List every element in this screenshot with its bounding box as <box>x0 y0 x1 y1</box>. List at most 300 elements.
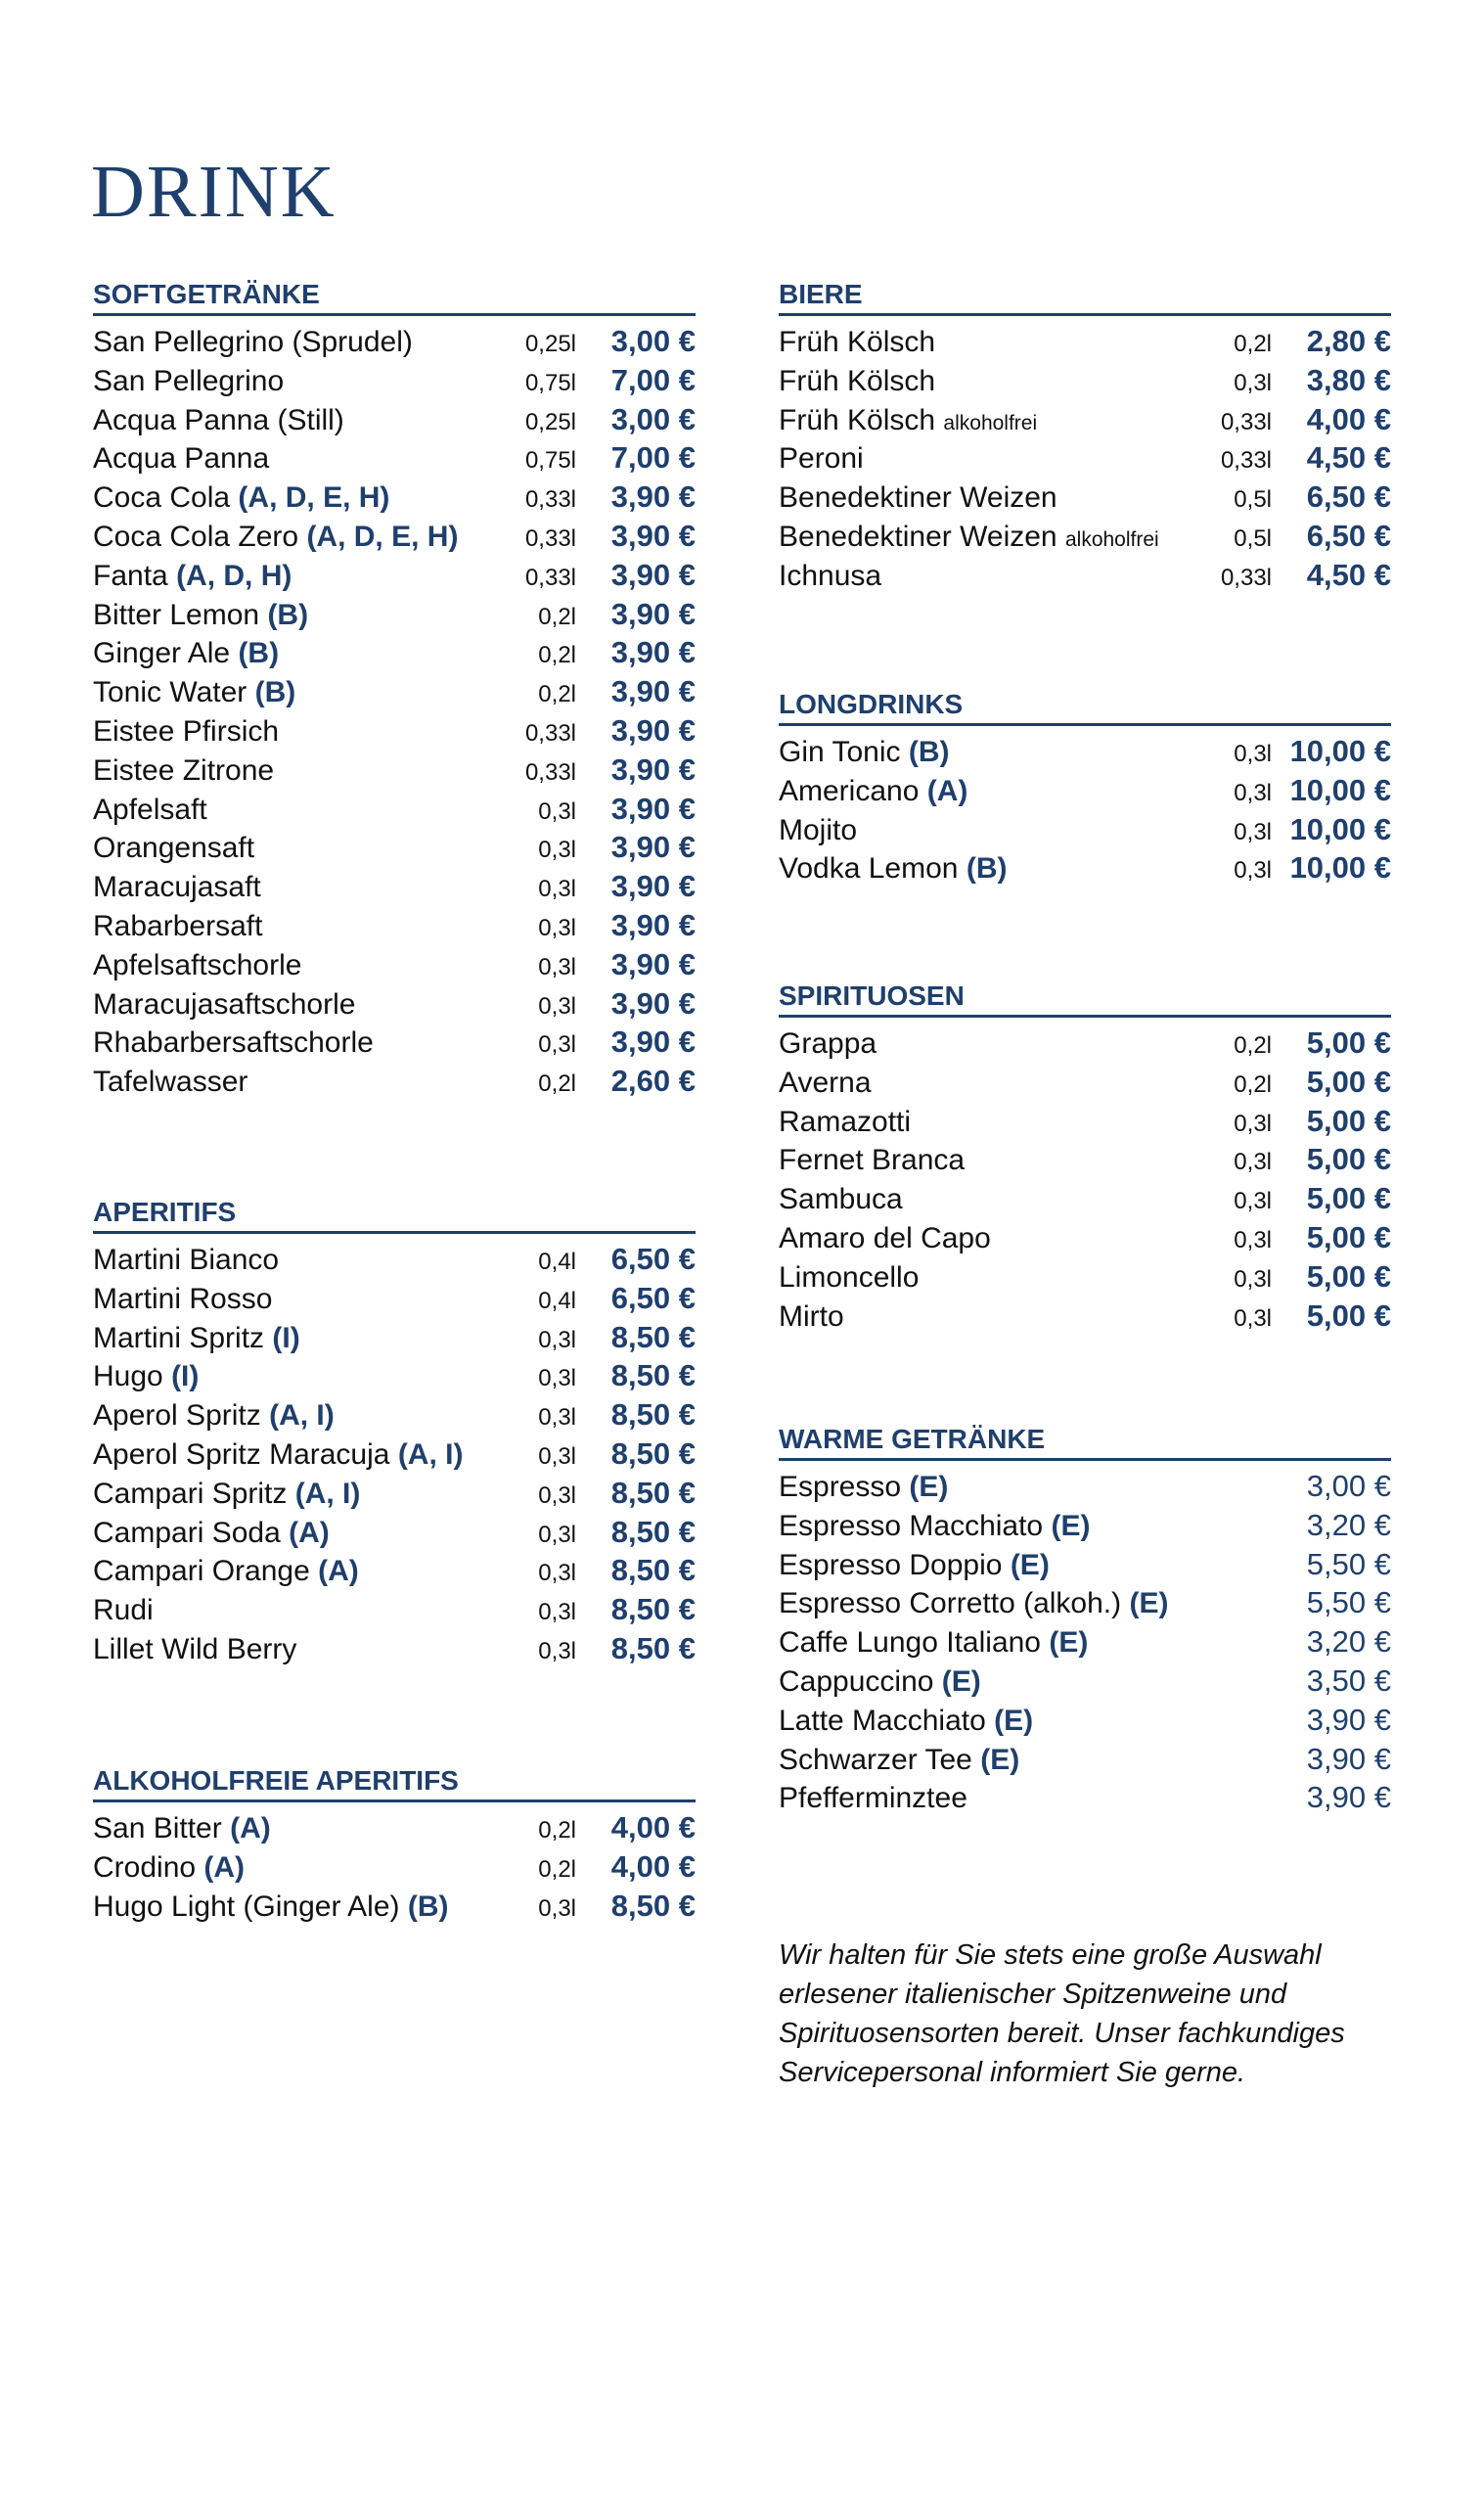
allergen-codes: (E) <box>994 1704 1034 1737</box>
item-price: 8,50 € <box>610 1358 696 1393</box>
menu-item <box>779 1778 1391 1817</box>
allergen-codes: (B) <box>407 1890 449 1923</box>
item-name <box>93 1280 532 1319</box>
item-volume: 0,3l <box>538 1442 576 1470</box>
item-price: 3,90 € <box>610 635 696 670</box>
item-title: Crodino <box>93 1850 197 1884</box>
item-volume: 0,33l <box>524 564 576 591</box>
item-price: 2,80 € <box>1306 324 1391 358</box>
item-volume: 0,2l <box>538 642 576 669</box>
item-name <box>779 1702 1272 1741</box>
item-price: 8,50 € <box>610 1435 696 1471</box>
item-title: Latte Macchiato <box>779 1704 986 1737</box>
item-name <box>93 634 532 673</box>
item-price: 2,60 € <box>610 1064 696 1099</box>
item-name <box>779 1258 1228 1298</box>
item-note: alkoholfrei <box>943 411 1038 434</box>
item-name <box>779 1064 1228 1103</box>
item-price: 5,00 € <box>1306 1025 1391 1060</box>
item-title: Mojito <box>779 813 858 846</box>
item-title: Campari Orange <box>93 1555 310 1588</box>
menu-item <box>779 1102 1391 1141</box>
item-price: 6,50 € <box>1306 518 1391 553</box>
item-title: Martini Rosso <box>93 1282 273 1315</box>
item-name <box>93 752 519 791</box>
item-name <box>779 478 1228 518</box>
item-name <box>779 1584 1272 1623</box>
section-warme-getraenke <box>779 1426 1391 1817</box>
menu-item <box>93 1435 696 1474</box>
menu-item <box>93 361 696 400</box>
item-volume: 0,3l <box>1234 1110 1272 1137</box>
item-price: 5,00 € <box>1306 1219 1391 1254</box>
item-price: 5,50 € <box>1306 1585 1391 1620</box>
menu-item <box>93 1629 696 1668</box>
item-price: 3,00 € <box>1306 1469 1391 1503</box>
item-volume: 0,3l <box>538 1365 576 1392</box>
item-volume: 0,3l <box>538 1560 576 1587</box>
item-price: 4,00 € <box>610 1810 696 1845</box>
item-volume: 0,3l <box>538 1521 576 1548</box>
menu-item <box>779 361 1391 400</box>
item-title: Früh Kölsch <box>779 364 936 397</box>
section-softgetraenke <box>93 281 696 1101</box>
allergen-codes: (B) <box>908 736 950 768</box>
item-title: Acqua Panna (Still) <box>93 403 344 436</box>
menu-item <box>93 1023 696 1062</box>
page-title: DRINK <box>91 151 337 233</box>
item-name <box>93 478 519 518</box>
item-price: 10,00 € <box>1289 811 1391 846</box>
menu-item <box>779 400 1391 439</box>
menu-item <box>779 1583 1391 1622</box>
item-title: Campari Spritz <box>93 1477 288 1510</box>
allergen-codes: (I) <box>272 1321 300 1354</box>
menu-item <box>779 1545 1391 1584</box>
item-price: 7,00 € <box>610 440 696 476</box>
item-name <box>93 1514 532 1553</box>
item-volume: 0,3l <box>538 1404 576 1432</box>
item-price: 5,00 € <box>1306 1258 1391 1294</box>
menu-item <box>779 438 1391 478</box>
item-title: San Pellegrino (Sprudel) <box>93 326 413 358</box>
item-price: 3,90 € <box>610 479 696 515</box>
allergen-codes: (A, I) <box>294 1477 361 1510</box>
section-divider <box>779 313 1391 316</box>
item-volume: 0,3l <box>538 1031 576 1059</box>
item-price: 6,50 € <box>1306 479 1391 515</box>
item-name <box>93 1396 532 1435</box>
menu-item <box>93 595 696 634</box>
item-volume: 0,25l <box>524 408 576 435</box>
allergen-codes: (E) <box>1051 1509 1091 1542</box>
item-title: Rabarbersaft <box>93 909 263 942</box>
item-volume: 0,33l <box>524 486 576 514</box>
item-price: 5,00 € <box>1306 1064 1391 1099</box>
item-name <box>93 1063 532 1102</box>
item-volume: 0,3l <box>1234 818 1272 845</box>
item-title: Schwarzer Tee <box>779 1743 972 1776</box>
item-price: 8,50 € <box>610 1514 696 1549</box>
menu-item <box>779 478 1391 517</box>
menu-item <box>93 438 696 478</box>
section-heading: ALKOHOLFREIE APERITIFS <box>93 1765 459 1796</box>
item-title: Cappuccino <box>779 1664 934 1698</box>
section-divider <box>779 723 1391 726</box>
item-name <box>779 1623 1272 1662</box>
item-name <box>779 1741 1272 1780</box>
item-title: Aperol Spritz <box>93 1399 261 1433</box>
section-heading: APERITIFS <box>93 1197 237 1227</box>
item-title: Apfelsaftschorle <box>93 948 302 981</box>
item-volume: 0,5l <box>1234 524 1272 552</box>
item-name <box>779 772 1228 811</box>
menu-item <box>93 790 696 829</box>
item-name <box>93 868 532 907</box>
allergen-codes: (E) <box>1049 1626 1089 1660</box>
allergen-codes: (E) <box>980 1743 1020 1776</box>
item-title: Lillet Wild Berry <box>93 1632 297 1665</box>
item-name <box>93 1319 532 1358</box>
item-name <box>93 1809 532 1848</box>
item-list <box>93 322 696 1101</box>
section-divider <box>93 1799 696 1802</box>
item-name <box>93 946 532 985</box>
item-title: Coca Cola <box>93 481 231 515</box>
allergen-codes: (A, D, H) <box>176 559 292 592</box>
item-name <box>779 323 1228 362</box>
menu-item <box>779 1297 1391 1336</box>
menu-item <box>779 1467 1391 1506</box>
item-volume: 0,75l <box>524 447 576 475</box>
section-heading: SOFTGETRÄNKE <box>93 279 320 309</box>
allergen-codes: (B) <box>966 852 1008 886</box>
allergen-codes: (A) <box>230 1812 271 1845</box>
item-volume: 0,2l <box>538 1817 576 1844</box>
menu-item <box>779 322 1391 361</box>
item-name <box>93 829 532 868</box>
menu-item <box>779 1506 1391 1545</box>
item-title: Espresso Macchiato <box>779 1509 1044 1542</box>
item-volume: 0,3l <box>538 1894 576 1922</box>
menu-item <box>93 1847 696 1887</box>
menu-item <box>779 771 1391 810</box>
item-title: Espresso Corretto (alkoh.) <box>779 1587 1122 1620</box>
item-name <box>779 1180 1228 1219</box>
menu-item <box>779 1257 1391 1297</box>
menu-item <box>93 1590 696 1629</box>
item-title: Espresso Doppio <box>779 1548 1003 1581</box>
item-title: Früh Kölsch <box>779 403 936 436</box>
item-price: 3,50 € <box>1306 1662 1391 1698</box>
item-title: Sambuca <box>779 1183 903 1216</box>
allergen-codes: (E) <box>1010 1548 1050 1581</box>
item-title: Maracujasaft <box>93 871 261 904</box>
menu-item <box>93 867 696 906</box>
allergen-codes: (A, D, E, H) <box>306 520 459 553</box>
item-volume: 0,3l <box>1234 779 1272 806</box>
item-title: Martini Spritz <box>93 1321 265 1354</box>
item-title: Gin Tonic <box>779 736 901 768</box>
section-alkoholfreie-aperitifs <box>93 1767 696 1925</box>
allergen-codes: (I) <box>171 1360 200 1393</box>
section-heading: BIERE <box>779 279 863 309</box>
item-volume: 0,3l <box>538 992 576 1020</box>
item-name <box>93 1435 532 1475</box>
item-name <box>779 1103 1228 1142</box>
item-name <box>93 712 519 752</box>
menu-item <box>779 517 1391 556</box>
item-name <box>93 596 532 635</box>
item-price: 8,50 € <box>610 1888 696 1923</box>
item-title: Hugo Light (Ginger Ale) <box>93 1890 400 1923</box>
item-name <box>93 1475 532 1514</box>
menu-item <box>93 984 696 1024</box>
item-volume: 0,3l <box>1234 857 1272 885</box>
item-name <box>779 1298 1228 1337</box>
item-volume: 0,33l <box>524 524 576 552</box>
menu-item <box>93 478 696 517</box>
item-title: Fernet Branca <box>779 1144 966 1177</box>
item-volume: 0,3l <box>538 953 576 980</box>
menu-item <box>93 517 696 556</box>
item-title: Peroni <box>779 442 864 476</box>
item-volume: 0,2l <box>1234 1032 1272 1059</box>
item-volume: 0,2l <box>1234 331 1272 357</box>
item-volume: 0,2l <box>1234 1070 1272 1098</box>
menu-item <box>93 1551 696 1590</box>
menu-item <box>779 1622 1391 1662</box>
item-list <box>779 322 1391 595</box>
item-price: 3,90 € <box>1306 1702 1391 1737</box>
item-title: Aperol Spritz Maracuja <box>93 1437 390 1471</box>
item-volume: 0,3l <box>1234 1226 1272 1253</box>
section-divider <box>93 313 696 316</box>
item-name <box>93 791 532 830</box>
item-title: Amaro del Capo <box>779 1221 991 1254</box>
item-volume: 0,3l <box>1234 1265 1272 1293</box>
section-heading: SPIRITUOSEN <box>779 980 965 1011</box>
item-list <box>93 1240 696 1668</box>
item-name <box>93 401 519 440</box>
item-volume: 0,75l <box>524 369 576 396</box>
item-name <box>93 1241 532 1280</box>
item-title: Eistee Zitrone <box>93 753 275 787</box>
item-price: 3,90 € <box>610 596 696 631</box>
item-name <box>93 1024 532 1063</box>
item-title: Pfefferminztee <box>779 1782 967 1815</box>
allergen-codes: (A, I) <box>269 1399 335 1433</box>
menu-item <box>93 1240 696 1279</box>
item-name <box>779 362 1228 401</box>
item-title: Rudi <box>93 1594 154 1627</box>
footer-note: Wir halten für Sie stets eine große Auswahl erlesener italienischer Spitzenweine und Spirituosensorten bereit. Unser fachkundiges Servicepersonal informiert Sie gerne. <box>779 1939 1345 2088</box>
item-name <box>93 1848 532 1888</box>
allergen-codes: (A) <box>318 1555 359 1588</box>
item-volume: 0,33l <box>524 758 576 786</box>
item-name <box>779 1546 1272 1585</box>
item-title: Ichnusa <box>779 559 882 592</box>
section-biere <box>779 281 1391 595</box>
item-name <box>779 811 1228 850</box>
item-name <box>779 733 1228 772</box>
item-name <box>779 439 1215 478</box>
item-note: alkoholfrei <box>1064 527 1159 551</box>
item-price: 5,50 € <box>1306 1546 1391 1581</box>
menu-item <box>93 633 696 672</box>
item-list <box>93 1808 696 1925</box>
section-divider <box>779 1015 1391 1018</box>
allergen-codes: (A, D, E, H) <box>238 481 390 515</box>
allergen-codes: (E) <box>909 1471 949 1503</box>
item-volume: 0,25l <box>524 331 576 357</box>
menu-item <box>93 751 696 790</box>
allergen-codes: (A) <box>926 774 968 807</box>
item-name <box>93 985 532 1025</box>
item-volume: 0,2l <box>538 1855 576 1883</box>
item-price: 3,20 € <box>1306 1507 1391 1542</box>
item-name <box>93 1357 532 1396</box>
section-divider <box>779 1458 1391 1461</box>
item-volume: 0,3l <box>538 797 576 825</box>
item-price: 4,50 € <box>1306 557 1391 592</box>
allergen-codes: (A) <box>203 1850 246 1884</box>
section-aperitifs <box>93 1199 696 1668</box>
item-title: Tonic Water <box>93 676 247 709</box>
item-price: 3,90 € <box>610 869 696 904</box>
item-name <box>93 1630 532 1669</box>
menu-item <box>93 322 696 361</box>
menu-item <box>779 1179 1391 1218</box>
item-price: 3,20 € <box>1306 1624 1391 1660</box>
item-price: 10,00 € <box>1289 772 1391 807</box>
item-volume: 0,3l <box>538 1481 576 1509</box>
item-price: 8,50 € <box>610 1630 696 1665</box>
menu-item <box>779 1063 1391 1102</box>
item-name <box>779 401 1215 443</box>
item-price: 3,90 € <box>610 712 696 748</box>
item-price: 3,90 € <box>610 1025 696 1060</box>
section-heading: LONGDRINKS <box>779 689 964 719</box>
menu-item <box>93 1279 696 1318</box>
menu-item <box>93 711 696 751</box>
item-title: Espresso <box>779 1471 902 1503</box>
item-volume: 0,33l <box>1220 564 1272 591</box>
item-title: Benedektiner Weizen <box>779 520 1057 553</box>
item-price: 6,50 € <box>610 1280 696 1315</box>
item-volume: 0,2l <box>538 681 576 708</box>
item-price: 3,00 € <box>610 324 696 358</box>
item-price: 3,90 € <box>610 791 696 826</box>
item-volume: 0,3l <box>1234 1304 1272 1332</box>
item-title: Früh Kölsch <box>779 326 936 358</box>
item-name <box>93 439 519 478</box>
menu-item <box>93 945 696 984</box>
item-price: 4,50 € <box>1306 440 1391 476</box>
item-title: Benedektiner Weizen <box>779 481 1057 515</box>
item-title: Rhabarbersaftschorle <box>93 1026 374 1060</box>
item-title: Ginger Ale <box>93 637 231 670</box>
item-volume: 0,3l <box>1234 369 1272 396</box>
item-name <box>779 849 1228 888</box>
menu-item <box>93 672 696 711</box>
item-name <box>779 557 1215 596</box>
item-title: Acqua Panna <box>93 442 270 476</box>
item-title: Vodka Lemon <box>779 852 959 886</box>
item-title: Grappa <box>779 1027 877 1060</box>
item-name <box>779 1779 1272 1818</box>
item-price: 3,90 € <box>610 518 696 553</box>
item-name <box>93 1888 532 1927</box>
menu-item <box>779 848 1391 888</box>
item-price: 3,90 € <box>610 985 696 1021</box>
item-name <box>779 518 1228 560</box>
item-price: 7,00 € <box>610 362 696 397</box>
item-title: Hugo <box>93 1360 163 1393</box>
item-price: 3,90 € <box>610 752 696 787</box>
item-volume: 0,4l <box>538 1287 576 1314</box>
item-volume: 0,5l <box>1234 486 1272 514</box>
allergen-codes: (E) <box>941 1664 981 1698</box>
item-title: Martini Bianco <box>93 1244 280 1276</box>
item-volume: 0,3l <box>1234 1149 1272 1176</box>
item-name <box>93 1552 532 1591</box>
menu-item <box>93 828 696 867</box>
item-name <box>779 1025 1228 1064</box>
item-title: San Bitter <box>93 1812 222 1845</box>
item-title: Maracujasaftschorle <box>93 987 356 1021</box>
item-name <box>93 673 532 712</box>
allergen-codes: (E) <box>1129 1587 1169 1620</box>
menu-item <box>779 732 1391 771</box>
section-longdrinks <box>779 691 1391 888</box>
menu-item <box>93 1395 696 1435</box>
section-spirituosen <box>779 982 1391 1335</box>
item-title: Americano <box>779 774 920 807</box>
item-price: 8,50 € <box>610 1319 696 1354</box>
allergen-codes: (B) <box>254 676 296 709</box>
item-title: Fanta <box>93 559 168 592</box>
item-volume: 0,4l <box>538 1249 576 1275</box>
section-heading: WARME GETRÄNKE <box>779 1424 1046 1454</box>
menu-item <box>93 1513 696 1552</box>
item-price: 3,90 € <box>610 557 696 592</box>
item-volume: 0,3l <box>1234 741 1272 767</box>
item-title: Campari Soda <box>93 1516 281 1549</box>
item-volume: 0,3l <box>1234 1188 1272 1215</box>
item-title: Apfelsaft <box>93 793 207 826</box>
item-price: 8,50 € <box>610 1553 696 1588</box>
menu-item <box>779 1218 1391 1257</box>
menu-item <box>93 906 696 945</box>
item-volume: 0,3l <box>538 914 576 941</box>
menu-item <box>779 1701 1391 1740</box>
item-name <box>93 518 519 557</box>
allergen-codes: (B) <box>267 598 309 631</box>
item-name <box>779 1468 1272 1507</box>
menu-item <box>779 1024 1391 1063</box>
item-volume: 0,2l <box>538 1070 576 1098</box>
item-price: 5,00 € <box>1306 1142 1391 1177</box>
item-volume: 0,3l <box>538 1599 576 1626</box>
item-price: 8,50 € <box>610 1397 696 1433</box>
item-list <box>779 732 1391 888</box>
item-title: Bitter Lemon <box>93 598 260 631</box>
item-price: 5,00 € <box>1306 1181 1391 1216</box>
item-price: 3,90 € <box>1306 1741 1391 1776</box>
item-title: Limoncello <box>779 1260 920 1294</box>
item-title: Tafelwasser <box>93 1066 248 1099</box>
